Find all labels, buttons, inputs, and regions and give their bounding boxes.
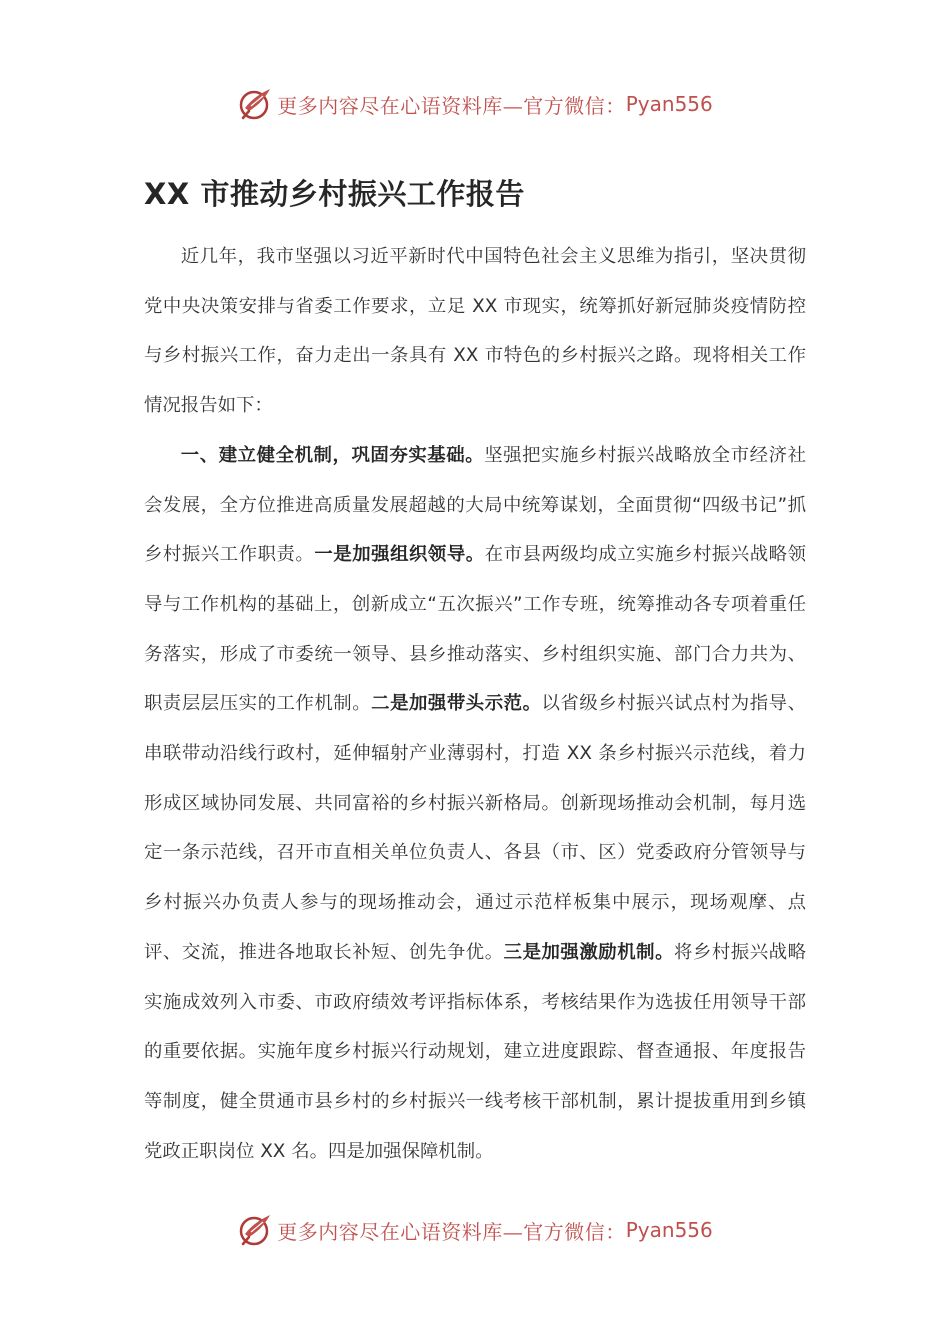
point-two-heading: 二是加强带头示范。	[371, 693, 542, 715]
point-one-heading: 一是加强组织领导。	[314, 544, 485, 566]
document-body	[144, 232, 806, 1176]
point-three-heading: 三是加强激励机制。	[503, 941, 674, 963]
watermark-banner-top	[0, 82, 950, 126]
section-one-heading: 一、建立健全机制，巩固夯实基础。	[180, 444, 485, 466]
watermark-banner-bottom	[0, 1208, 950, 1252]
document-title: XX 市推动乡村振兴工作报告	[144, 177, 525, 211]
point-one-text: 在市县两级均成立实施乡村振兴战略领导与工作机构的基础上，创新成立“五次振兴”工作专班，统筹推动各专项着重任务落实，形成了市委统一领导、县乡推动落实、乡村组织实施、部门合力共为、职责层层压实的工作机制。	[144, 544, 806, 715]
point-two-text: 以省级乡村振兴试点村为指导、串联带动沿线行政村，延伸辐射产业薄弱村，打造 XX 条乡村振兴示范线，着力形成区域协同发展、共同富裕的乡村振兴新格局。创新现场推动会机制，每月选定一条示范线，召开市直相关单位负责人、各县（市、区）党委政府分管领导与乡村振兴办负责人参与的现场推动会，通过示范样板集中展示，现场观摩、点评、交流，推进各地取长补短、创先争优。	[144, 693, 806, 963]
intro-paragraph: 近几年，我市坚强以习近平新时代中国特色社会主义思维为指引，坚决贯彻党中央决策安排与省委工作要求，立足 XX 市现实，统筹抓好新冠肺炎疫情防控与乡村振兴工作，奋力走出一条具有 XX 市特色的乡村振兴之路。现将相关工作情况报告如下：	[144, 246, 806, 417]
watermark-text: 更多内容尽在心语资料库—官方微信：	[277, 1219, 626, 1244]
watermark-wechat-id: Pyan556	[625, 1218, 713, 1242]
quill-logo-icon	[237, 1212, 273, 1248]
watermark-text: 更多内容尽在心语资料库—官方微信：	[277, 93, 626, 118]
watermark-wechat-id: Pyan556	[625, 92, 713, 116]
section-one-paragraph	[144, 431, 806, 1177]
section-one-text: 坚强把实施乡村振兴战略放全市经济社会发展，全方位推进高质量发展超越的大局中统筹谋划，全面贯彻“四级书记”抓乡村振兴工作职责。	[144, 444, 806, 566]
quill-logo-icon	[237, 86, 273, 122]
point-three-text: 将乡村振兴战略实施成效列入市委、市政府绩效考评指标体系，考核结果作为选拔任用领导干部的重要依据。实施年度乡村振兴行动规划，建立进度跟踪、督查通报、年度报告等制度，健全贯通市县乡村的乡村振兴一线考核干部机制，累计提拔重用到乡镇党政正职岗位 XX 名。四是加强保障机制。	[144, 941, 806, 1162]
